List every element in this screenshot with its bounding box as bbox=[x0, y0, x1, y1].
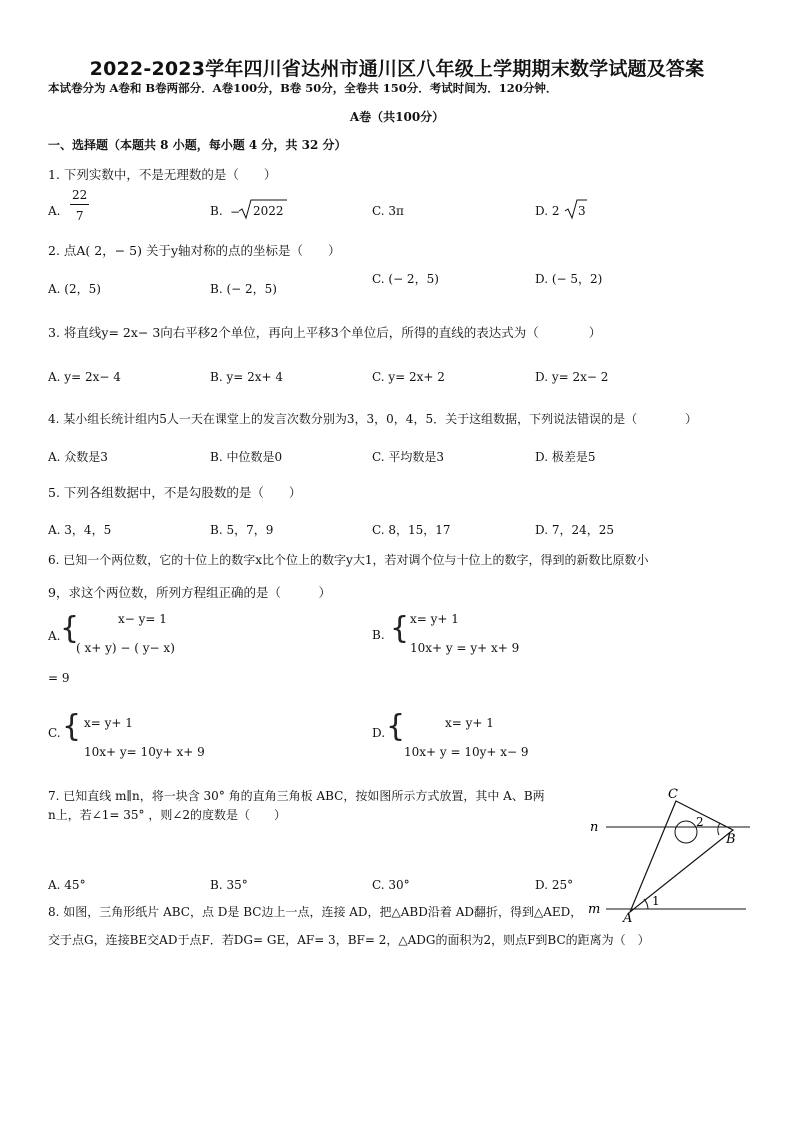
q6-option-a-continued: = 9 bbox=[48, 671, 70, 685]
q6-option-b-eq2: 10x+ y = y+ x+ 9 bbox=[410, 641, 520, 655]
q5-option-c: C. 8，15，17 bbox=[372, 523, 451, 537]
q6-option-b-label: B. bbox=[372, 628, 385, 642]
q1-option-a-denominator: 7 bbox=[75, 209, 84, 223]
q7-option-d: D. 25° bbox=[535, 878, 574, 892]
q4-option-b: B. 中位数是0 bbox=[210, 450, 283, 464]
q1-option-b-label: B. bbox=[210, 204, 223, 218]
label-n: n bbox=[590, 820, 599, 835]
q6-stem-line2: 9，求这个两位数，所列方程组正确的是（ ） bbox=[48, 585, 331, 600]
q7-stem-line2: n上，若∠1= 35° ，则∠2的度数是（ ） bbox=[48, 808, 287, 822]
q1-option-b-sign: − bbox=[230, 205, 241, 219]
q5-option-b: B. 5，7，9 bbox=[210, 523, 274, 537]
q6-option-b-eq1: x= y+ 1 bbox=[410, 612, 459, 626]
q4-option-a: A. 众数是3 bbox=[48, 450, 108, 464]
q2-option-d: D. (− 5，2) bbox=[535, 272, 603, 286]
q6-option-c-eq2: 10x+ y= 10y+ x+ 9 bbox=[84, 745, 205, 759]
q1-option-d-radicand: 3 bbox=[578, 204, 586, 218]
q1-option-b-radicand: 2022 bbox=[253, 204, 284, 218]
q6-option-c-eq1: x= y+ 1 bbox=[84, 716, 133, 730]
q2-option-c: C. (− 2，5) bbox=[372, 272, 439, 286]
q1-stem: 1. 下列实数中，不是无理数的是（ ） bbox=[48, 167, 277, 182]
q8-stem-line1: 8. 如图，三角形纸片 ABC，点 D是 BC边上一点，连接 AD，把△ABD沿着 AD翻折，得到△AED， bbox=[48, 905, 583, 919]
q6-stem-line1: 6. 已知一个两位数，它的十位上的数字x比个位上的数字y大1，若对调个位与十位上的数字，得到的新数比原数小 bbox=[48, 553, 649, 567]
angle-1-arc bbox=[644, 899, 648, 909]
label-b: B bbox=[726, 832, 736, 847]
q5-option-a: A. 3，4，5 bbox=[48, 523, 112, 537]
exam-intro: 本试卷分为 A卷和 B卷两部分．A卷100分，B卷 50分，全卷共 150分．考试时间为．120分钟． bbox=[48, 81, 558, 95]
q2-option-b: B. (− 2，5) bbox=[210, 282, 277, 296]
q7-stem-line1: 7. 已知直线 m∥n，将一块含 30° 角的直角三角板 ABC，按如图所示方式放置，其中 A、B两 bbox=[48, 789, 545, 803]
q3-option-b: B. y= 2x+ 4 bbox=[210, 370, 284, 384]
q1-option-a-numerator: 22 bbox=[70, 188, 89, 205]
q5-stem: 5. 下列各组数据中，不是勾股数的是（ ） bbox=[48, 485, 302, 500]
q7-option-a: A. 45° bbox=[48, 878, 86, 892]
q4-stem: 4. 某小组长统计组内5人一天在课堂上的发言次数分别为3，3，0，4，5．关于这组数据，下列说法错误的是（ ） bbox=[48, 412, 698, 426]
q8-stem-line2: 交于点G，连接BE交AD于点F．若DG= GE，AF= 3，BF= 2，△ADG的面积为2，则点F到BC的距离为（ ） bbox=[48, 933, 650, 947]
q7-option-c: C. 30° bbox=[372, 878, 410, 892]
q6-option-a-eq1: x− y= 1 bbox=[118, 612, 167, 626]
q3-stem: 3. 将直线y= 2x− 3向右平移2个单位，再向上平移3个单位后，所得的直线的表达式为（ ） bbox=[48, 325, 602, 340]
part1-heading: 一、选择题（本题共 8 小题，每小题 4 分，共 32 分） bbox=[48, 138, 347, 152]
triangle-hole bbox=[675, 821, 697, 843]
q6-option-b-brace: { bbox=[390, 611, 410, 646]
q7-figure bbox=[586, 780, 756, 930]
label-angle-2: 2 bbox=[696, 815, 704, 829]
q1-option-a-label: A. bbox=[48, 204, 61, 218]
q6-option-a-label: A. bbox=[48, 629, 61, 643]
q2-stem: 2. 点A( 2，− 5) 关于y轴对称的点的坐标是（ ） bbox=[48, 243, 341, 258]
q6-option-c-brace: { bbox=[62, 709, 82, 744]
label-angle-1: 1 bbox=[652, 894, 660, 908]
q3-option-d: D. y= 2x− 2 bbox=[535, 370, 609, 384]
q1-option-d-label: D. 2 bbox=[535, 204, 560, 218]
q6-option-d-eq1: x= y+ 1 bbox=[445, 716, 494, 730]
q6-option-d-eq2: 10x+ y = 10y+ x− 9 bbox=[404, 745, 529, 759]
label-c: C bbox=[668, 787, 678, 802]
q4-option-d: D. 极差是5 bbox=[535, 450, 596, 464]
q3-option-c: C. y= 2x+ 2 bbox=[372, 370, 445, 384]
angle-2-arc bbox=[718, 823, 720, 835]
q7-option-b: B. 35° bbox=[210, 878, 248, 892]
triangle-abc bbox=[630, 801, 733, 912]
q3-option-a: A. y= 2x− 4 bbox=[48, 370, 121, 384]
label-a: A bbox=[623, 911, 633, 926]
section-a-heading: A卷（共100分） bbox=[349, 110, 445, 124]
q6-option-a-brace: { bbox=[60, 611, 80, 646]
page-title: 2022-2023学年四川省达州市通川区八年级上学期期末数学试题及答案 bbox=[89, 58, 705, 80]
q5-option-d: D. 7，24，25 bbox=[535, 523, 614, 537]
q2-option-a: A. (2，5) bbox=[48, 282, 101, 296]
q1-option-a-fraction bbox=[70, 188, 89, 224]
q6-option-d-label: D. bbox=[372, 726, 386, 740]
label-m: m bbox=[588, 902, 601, 917]
q4-option-c: C. 平均数是3 bbox=[372, 450, 445, 464]
q6-option-d-brace: { bbox=[386, 709, 406, 744]
q1-option-c: C. 3π bbox=[372, 204, 404, 218]
q6-option-c-label: C. bbox=[48, 726, 61, 740]
q6-option-a-eq2: ( x+ y) − ( y− x) bbox=[76, 641, 175, 655]
